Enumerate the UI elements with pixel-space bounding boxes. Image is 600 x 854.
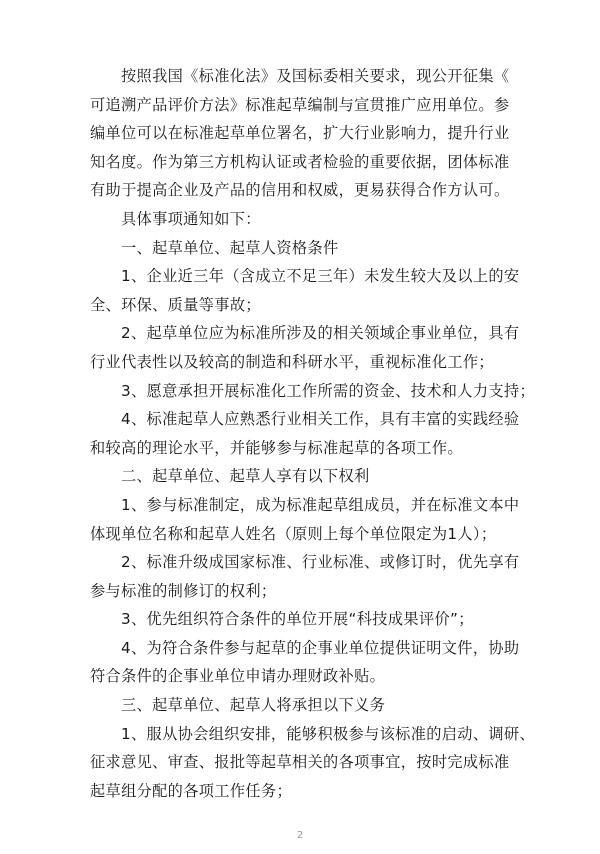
- text-line: 参与标准的制修订的权利；: [90, 581, 277, 600]
- section-heading: 二、起草单位、起草人享有以下权利: [121, 467, 370, 486]
- obligations-item-1: [90, 720, 535, 806]
- text-line: 1、参与标准制定，成为标准起草组成员，并在标准文本中: [121, 495, 520, 514]
- text-line: 全、环保、质量等事故；: [90, 295, 261, 314]
- text-line: 编单位可以在标准起草单位署名，扩大行业影响力，提升行业: [90, 124, 510, 143]
- text-line: 征求意见、审查、报批等起草相关的各项事宜，按时完成标准: [90, 753, 510, 772]
- intro-paragraph: [90, 62, 510, 205]
- text-line: 按照我国《标准化法》及国标委相关要求，现公开征集《: [121, 67, 510, 85]
- text-line: 具体事项通知如下：: [121, 209, 261, 228]
- qualification-item-3: [90, 377, 535, 406]
- text-line: 和较高的理论水平，并能够参与标准起草的各项工作。: [90, 438, 463, 457]
- rights-item-2: [90, 548, 520, 605]
- text-line: 知名度。作为第三方机构认证或者检验的重要依据，团体标准: [90, 152, 510, 171]
- qualification-item-2: [90, 319, 520, 376]
- page-number: 2: [296, 830, 304, 841]
- text-line: 1、服从协会组织安排，能够积极参与该标准的启动、调研、: [121, 724, 535, 743]
- qualification-item-4: [90, 405, 520, 462]
- text-line: 起草组分配的各项工作任务；: [90, 781, 292, 800]
- text-line: 可追溯产品评价方法》标准起草编制与宣贯推广应用单位。参: [90, 95, 510, 114]
- text-line: 2、标准升级成国家标准、行业标准、或修订时，优先享有: [121, 553, 520, 572]
- rights-item-3: [90, 605, 510, 634]
- text-line: 1、企业近三年（含成立不足三年）未发生较大及以上的安: [121, 267, 520, 286]
- text-line: 行业代表性以及较高的制造和科研水平，重视标准化工作；: [90, 352, 494, 371]
- text-line: 3、愿意承担开展标准化工作所需的资金、技术和人力支持；: [121, 381, 535, 400]
- text-line: 2、起草单位应为标准所涉及的相关领域企事业单位，具有: [121, 324, 520, 343]
- section-heading-rights: [90, 462, 510, 491]
- text-line: 4、标准起草人应熟悉行业相关工作，具有丰富的实践经验: [121, 410, 520, 429]
- section-heading-obligations: [90, 691, 510, 720]
- text-line: 3、优先组织符合条件的单位开展“科技成果评价”；: [121, 610, 474, 629]
- qualification-item-1: [90, 262, 520, 319]
- notice-intro: [90, 205, 510, 234]
- section-heading: 一、起草单位、起草人资格条件: [121, 238, 339, 257]
- rights-item-1: [90, 491, 520, 548]
- text-line: 体现单位名称和起草人姓名（原则上每个单位限定为1人）；: [90, 524, 497, 543]
- document-body: [90, 62, 535, 805]
- section-heading-qualifications: [90, 234, 510, 263]
- text-line: 有助于提高企业及产品的信用和权威，更易获得合作方认可。: [90, 181, 510, 200]
- text-line: 4、为符合条件参与起草的企事业单位提供证明文件，协助: [121, 638, 520, 657]
- section-heading: 三、起草单位、起草人将承担以下义务: [121, 696, 386, 715]
- text-line: 符合条件的企事业单位申请办理财政补贴。: [90, 667, 386, 686]
- rights-item-4: [90, 634, 520, 691]
